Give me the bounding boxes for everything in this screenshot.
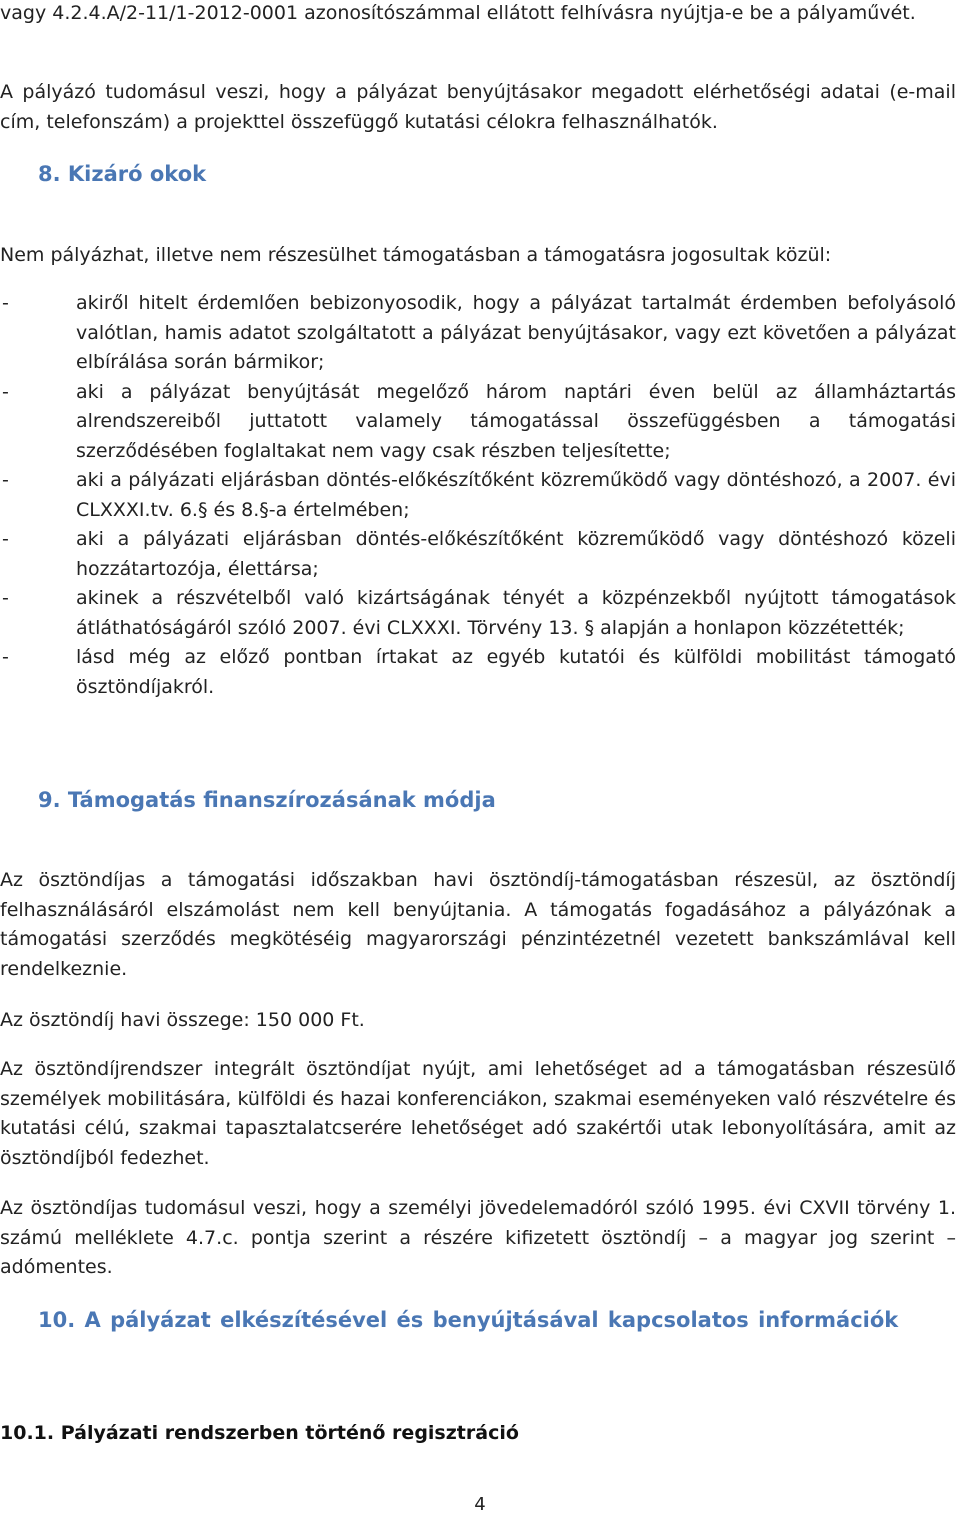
list-item: - aki a pályázat benyújtását megelőző három naptári éven belül az államháztartás alrendszereiből juttatott valamely támogatással összefüggésben a támogatási szerződésében foglaltakat nem vagy csak részben teljesítette; <box>2 380 956 462</box>
list-item: - akiről hitelt érdemlően bebizonyosodik, hogy a pályázat tartalmát érdemben befolyásoló valótlan, hamis adatot szolgáltatott a pályázat benyújtásakor, vagy ezt követően a pályázat elbírálása során bármikor; <box>2 292 956 373</box>
list-item: - akinek a részvételből való kizártságának tényét a közpénzekből nyújtott támogatások átláthatóságáról szóló 2007. évi CLXXXI. Törvény 13. § alapján a honlapon közzétették; <box>2 587 956 639</box>
intro-paragraph: vagy 4.2.4.A/2-11/1-2012-0001 azonosítószámmal ellátott felhívásra nyújtja-e be a pályaművét. <box>0 2 916 24</box>
exclusion-list <box>0 289 956 702</box>
list-item: - aki a pályázati eljárásban döntés-előkészítőként közreműködő vagy döntéshozó közeli hozzátartozója, élettársa; <box>2 528 956 580</box>
contact-paragraph: A pályázó tudomásul veszi, hogy a pályázat benyújtásakor megadott elérhetőségi adatai (e-mail cím, telefonszám) a projekttel összefüggő kutatási célokra felhasználhatók. <box>0 81 956 133</box>
list-item: - lásd még az előző pontban írtakat az egyéb kutatói és külföldi mobilitást támogató ösztöndíjakról. <box>2 646 956 698</box>
section-9-paragraph-1: Az ösztöndíjas a támogatási időszakban havi ösztöndíj-támogatásban részesül, az ösztöndíj felhasználásáról elszámolást nem kell benyújtania. A támogatás fogadásához a pályázónak a támogatási szerződés megkötéséig magyarországi pénzintézetnél vezetett bankszámlával kell rendelkeznie. <box>0 869 956 980</box>
section-9-paragraph-3: Az ösztöndíjrendszer integrált ösztöndíjat nyújt, ami lehetőséget ad a támogatásban részesülő személyek mobilitására, külföldi és hazai konferenciákon, szakmai eseményeken való részvételre és kutatási célú, szakmai tapasztalatcserére lehetőséget adó szakértői utak lebonyolítására, amit az ösztöndíjból fedezhet. <box>0 1058 956 1169</box>
section-10-heading: 10. A pályázat elkészítésével és benyújtásával kapcsolatos információk <box>38 1308 899 1332</box>
monthly-amount: Az ösztöndíj havi összege: 150 000 Ft. <box>0 1009 365 1031</box>
page-number: 4 <box>474 1494 486 1515</box>
list-item: - aki a pályázati eljárásban döntés-előkészítőként közreműködő vagy döntéshozó, a 2007. évi CLXXXI.tv. 6.§ és 8.§-a értelmében; <box>2 469 956 521</box>
section-9-heading: 9. Támogatás finanszírozásának módja <box>38 788 496 812</box>
section-10-1-heading: 10.1. Pályázati rendszerben történő regisztráció <box>0 1422 519 1444</box>
section-9-paragraph-4: Az ösztöndíjas tudomásul veszi, hogy a személyi jövedelemadóról szóló 1995. évi CXVII törvény 1. számú melléklete 4.7.c. pontja szerint a részére kifizetett ösztöndíj – a magyar jog szerint – adómentes. <box>0 1197 956 1278</box>
section-8-intro: Nem pályázhat, illetve nem részesülhet támogatásban a támogatásra jogosultak közül: <box>0 244 832 266</box>
section-8-heading: 8. Kizáró okok <box>38 162 207 186</box>
